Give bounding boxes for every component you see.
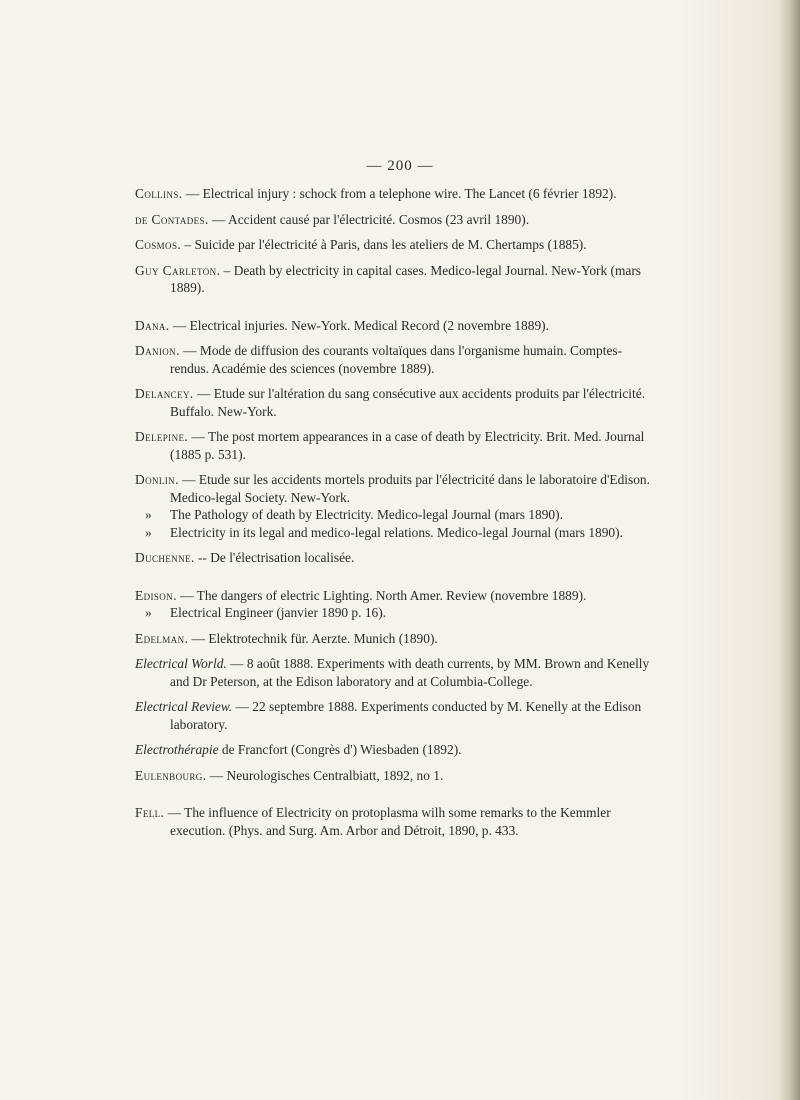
entry-text: – Suicide par l'électricité à Paris, dans les ateliers de M. Chertamps (1885).: [181, 237, 587, 252]
bibliography-entry: [135, 549, 655, 567]
bibliography-entry: [135, 587, 655, 605]
entry-text: — Electrical injury : schock from a telephone wire. The Lancet (6 février 1892).: [182, 186, 617, 201]
bibliography-entry: [135, 471, 655, 506]
bibliography-subentry: [135, 604, 655, 622]
bibliography-entry: [135, 741, 655, 759]
ditto-mark: »: [145, 605, 152, 620]
entry-text: — Neurologisches Centralbiatt, 1892, no 1.: [206, 767, 444, 783]
entry-text: — Mode de diffusion des courants voltaïques dans l'organisme humain. Comptes-rendus. Académie des sciences (novembre 1889).: [170, 343, 623, 376]
entry-text: Electrical Engineer (janvier 1890 p. 16).: [170, 605, 387, 620]
bibliography-subentry: [135, 506, 655, 524]
entry-author: Delepine.: [135, 429, 189, 444]
entry-text: The Pathology of death by Electricity. Medico-legal Journal (mars 1890).: [170, 507, 563, 522]
entry-text: Electricity in its legal and medico-legal relations. Medico-legal Journal (mars 1890).: [170, 524, 623, 540]
entry-text: — Etude sur les accidents mortels produits par l'électricité dans le laboratoire d'Edison. Medico-legal Society. New-York.: [170, 472, 650, 505]
entry-author: Edison.: [135, 587, 177, 603]
entry-author: Collins.: [135, 186, 183, 201]
bibliography-entry: [135, 655, 655, 690]
bibliography-entry: [135, 767, 655, 785]
entry-source: Electrothérapie: [135, 742, 219, 757]
bibliography-entry: [135, 428, 655, 463]
bibliography-entry: [135, 630, 655, 648]
entry-author: Delancey.: [135, 386, 194, 401]
entry-text: -- De l'électrisation localisée.: [194, 550, 355, 565]
entry-text: — Elektrotechnik für. Aerzte. Munich (1890).: [188, 630, 438, 646]
entry-author: Fell.: [135, 805, 165, 820]
bibliography-list: [135, 185, 655, 839]
bibliography-entry: [135, 211, 655, 229]
bibliography-entry: [135, 317, 655, 335]
entry-text: — The dangers of electric Lighting. North Amer. Review (novembre 1889).: [176, 587, 587, 603]
entry-author: Duchenne.: [135, 550, 195, 565]
bibliography-subentry: [135, 524, 655, 542]
entry-author: Danion.: [135, 343, 180, 358]
bibliography-entry: [135, 698, 655, 733]
entry-text: — Etude sur l'altération du sang consécutive aux accidents produits par l'électricité. Buffalo. New-York.: [170, 386, 646, 419]
entry-author: Donlin.: [135, 472, 179, 487]
entry-text: — 22 septembre 1888. Experiments conducted by M. Kenelly at the Edison laboratory.: [170, 699, 642, 732]
entry-text: de Francfort (Congrès d') Wiesbaden (1892).: [218, 742, 462, 757]
entry-author: Eulenbourg.: [135, 767, 207, 783]
bibliography-entry: [135, 236, 655, 254]
entry-text: — Electrical injuries. New-York. Medical Record (2 novembre 1889).: [169, 317, 549, 333]
bibliography-entry: [135, 185, 655, 203]
ditto-mark: »: [145, 524, 152, 540]
entry-source: Electrical Review.: [135, 699, 233, 714]
bibliography-entry: [135, 262, 655, 297]
entry-author: Dana.: [135, 317, 170, 333]
ditto-mark: »: [145, 507, 152, 522]
entry-author: Cosmos.: [135, 237, 182, 252]
entry-author: Edelman.: [135, 630, 189, 646]
entry-text: — 8 août 1888. Experiments with death currents, by MM. Brown and Kenelly and Dr Peterson, at the Edison laboratory and at Columbia-College.: [170, 656, 650, 689]
page-number: — 200 —: [366, 158, 434, 174]
entry-author: de Contades.: [135, 211, 209, 227]
bibliography-entry: [135, 385, 655, 420]
entry-author: Guy Carleton.: [135, 262, 221, 278]
entry-text: — The post mortem appearances in a case of death by Electricity. Brit. Med. Journal (1885 p. 531).: [170, 429, 645, 462]
entry-source: Electrical World.: [135, 656, 227, 671]
bibliography-entry: [135, 804, 655, 839]
entry-text: – Death by electricity in capital cases. Medico-legal Journal. New-York (mars 1889).: [170, 262, 642, 295]
entry-text: — Accident causé par l'électricité. Cosmos (23 avril 1890).: [208, 211, 530, 227]
bibliography-entry: [135, 342, 655, 377]
entry-text: — The influence of Electricity on protoplasma wilh some remarks to the Kemmler execution. (Phys. and Surg. Am. Arbor and Détroit, 1890, p. 433.: [164, 805, 611, 838]
